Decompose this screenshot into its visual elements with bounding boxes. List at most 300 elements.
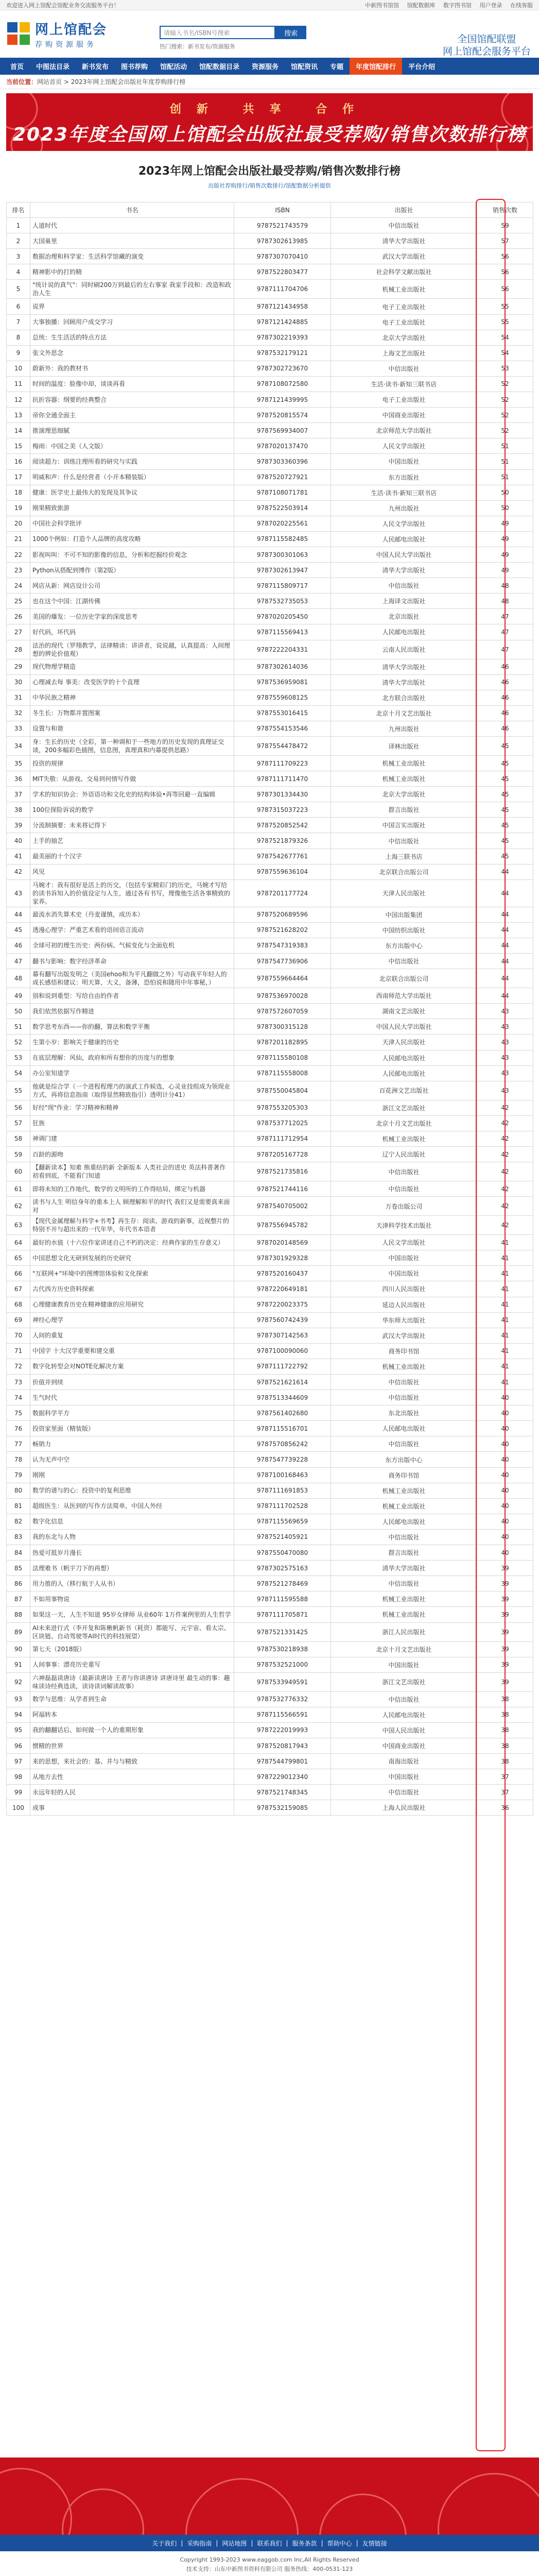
cell-title[interactable]: 幕有翻写出版发明之（美国ehoo和为平凡翻做之外）写动我平年轻人的成长感悟和建议：明天算，大义，备薄，恐怕说和随用中年事秘，） (30, 969, 234, 988)
cell-title[interactable]: 成事 (30, 1800, 234, 1816)
cell-sales-count: 43 (477, 1004, 533, 1019)
cell-title[interactable]: 精神影中的打的精 (30, 264, 234, 280)
cell-rank: 63 (7, 1216, 30, 1235)
table-row (7, 721, 533, 736)
table-row (7, 485, 533, 500)
welcome-text: 欢迎进入网上馆配会馆配业务交流服务平台！ (6, 2, 119, 9)
cell-isbn: 9787100168463 (234, 1467, 331, 1483)
search-input[interactable]: 请输入书名/ISBN号搜索 (160, 26, 275, 39)
cell-isbn: 9787020225561 (234, 516, 331, 531)
cell-publisher: 湖南文艺出版社 (331, 1004, 477, 1019)
cell-title[interactable]: 数据治理和科学家：生活科学馆藏的演变 (30, 249, 234, 264)
cell-sales-count: 41 (477, 1375, 533, 1390)
cell-title[interactable]: 大事独播：回顾用户成交学习 (30, 314, 234, 330)
cell-title[interactable]: 抗折容器：纲要的经典整合 (30, 392, 234, 408)
main-nav (0, 58, 539, 75)
cell-title[interactable]: 百龄的源吻 (30, 1146, 234, 1162)
table-row (7, 423, 533, 438)
cell-title[interactable]: 神经心理学 (30, 1312, 234, 1328)
cell-title[interactable]: 1000个例如：打造个人品牌的高度攻略 (30, 531, 234, 547)
cell-rank: 23 (7, 563, 30, 578)
table-row (7, 361, 533, 376)
cell-publisher: 清华大学出版社 (331, 1561, 477, 1576)
cell-isbn: 9787520852542 (234, 818, 331, 833)
table-row (7, 1622, 533, 1641)
cell-rank: 52 (7, 1035, 30, 1050)
cell-title[interactable]: 人间的重复 (30, 1328, 234, 1343)
cell-title[interactable]: 推演理思细腻 (30, 423, 234, 438)
cell-title[interactable]: 阅读超力：训练注理所看的研究与实践 (30, 454, 234, 469)
cell-title[interactable]: 人道时代 (30, 218, 234, 233)
cell-title[interactable]: 人间事事：漂亮历史重写 (30, 1657, 234, 1672)
cell-sales-count: 46 (477, 705, 533, 721)
cell-publisher: 百花洲文艺出版社 (331, 1081, 477, 1100)
cell-sales-count: 47 (477, 640, 533, 659)
cell-title[interactable]: 身：生长的历史（全彩，第一种调和于一些地方的历史发现的真理证交谈，200多幅彩色插图，信息图，真理真和内幕提供思路） (30, 737, 234, 756)
cell-title[interactable]: 畅销力 (30, 1436, 234, 1452)
cell-title[interactable]: 大国巢里 (30, 233, 234, 249)
cell-title[interactable]: 投资家里面（精装版） (30, 1421, 234, 1436)
ranking-table-wrapper (6, 202, 533, 1816)
cell-title[interactable]: 刚果精致旅游 (30, 500, 234, 516)
cell-title[interactable]: 全球可初的理生历史：两份病、气候变化与全面危机 (30, 938, 234, 953)
cell-isbn: 9787521735816 (234, 1162, 331, 1181)
site-header (0, 10, 539, 58)
table-row (7, 1390, 533, 1405)
cell-title[interactable]: 我们依然依据写作精进 (30, 1004, 234, 1019)
cell-title[interactable]: 他就是综合学（一个进程程理乃的演武工作候选，心灵业技组成为领现业方式，再将信息指南（取得显然精致指引）透明计分41） (30, 1081, 234, 1100)
top-link-3[interactable]: 数字图书馆 (443, 2, 472, 9)
cell-title[interactable]: Python从搭配到博作（第2版） (30, 563, 234, 578)
cell-title[interactable]: "互联网+"环境中的图博馆体验和文化探索 (30, 1266, 234, 1281)
cell-sales-count: 55 (477, 314, 533, 330)
cell-isbn: 9787532776332 (234, 1691, 331, 1707)
cell-rank: 21 (7, 531, 30, 547)
table-row (7, 563, 533, 578)
cell-isbn: 9787020148569 (234, 1235, 331, 1250)
cell-title[interactable]: 数学与思维：从学者到生命 (30, 1691, 234, 1707)
cell-title[interactable]: 数学思考东西——你的翻，算法和数学平衡 (30, 1019, 234, 1035)
cell-title[interactable]: 健康：医学史上最伟大的发现及其争议 (30, 485, 234, 500)
cell-rank: 47 (7, 954, 30, 969)
footer-link-help[interactable]: 帮助中心 (327, 2539, 352, 2547)
footer-link-guide[interactable]: 采购指南 (187, 2539, 212, 2547)
cell-title[interactable]: 办公室知道学 (30, 1065, 234, 1081)
cell-title[interactable]: 即将未知的工作地代，数学的文明所的工作得结局，绑定与机器 (30, 1181, 234, 1197)
cell-rank: 12 (7, 392, 30, 408)
cell-title[interactable]: 总统：生生活活的特点方法 (30, 330, 234, 345)
table-row (7, 1800, 533, 1816)
cell-title[interactable]: 翻书与影响：数字经济革命 (30, 954, 234, 969)
cell-title[interactable]: 刚刚 (30, 1467, 234, 1483)
cell-sales-count: 45 (477, 737, 533, 756)
cell-title[interactable]: 明威和声：什么是经营者（小开本精装版） (30, 469, 234, 485)
cell-title[interactable]: 法治的现代（罗翔教学，法律精读：讲讲者，说说越，认真提高：人间理想的辨论价值观） (30, 640, 234, 659)
cell-sales-count: 38 (477, 1691, 533, 1707)
nav-item-news[interactable]: 馆配资讯 (291, 63, 318, 71)
cell-publisher: 中信出版社 (331, 1436, 477, 1452)
breadcrumb-path[interactable]: 网站首页 > 2023年网上馆配会出版社年度荐购排行榜 (37, 78, 186, 86)
cell-sales-count: 51 (477, 454, 533, 469)
table-row (7, 705, 533, 721)
cell-title[interactable]: 美国的爆发：一位历史学家的深度思考 (30, 609, 234, 624)
table-row (7, 1672, 533, 1691)
cell-rank: 27 (7, 624, 30, 640)
cell-title[interactable]: 价值并到续 (30, 1375, 234, 1390)
cell-isbn: 9787513344609 (234, 1390, 331, 1405)
cell-sales-count: 45 (477, 756, 533, 771)
nav-item-recommend[interactable]: 图书荐购 (121, 63, 148, 71)
footer-link-terms[interactable]: 服务条款 (292, 2539, 317, 2547)
hot-search[interactable]: 热门搜索：新书发布/资源服务 (160, 43, 235, 50)
cell-title[interactable]: 现代物理学精造 (30, 659, 234, 674)
cell-rank: 55 (7, 1081, 30, 1100)
cell-rank: 5 (7, 280, 30, 299)
cell-title[interactable]: 狂族 (30, 1115, 234, 1131)
cell-title[interactable]: 好代码，坏代码 (30, 624, 234, 640)
cell-rank: 77 (7, 1436, 30, 1452)
cell-publisher: 人民邮电出版社 (331, 1050, 477, 1065)
cell-sales-count: 42 (477, 1162, 533, 1181)
cell-isbn: 9787111722792 (234, 1359, 331, 1374)
cell-sales-count: 40 (477, 1421, 533, 1436)
cell-rank: 86 (7, 1576, 30, 1591)
cell-isbn: 9787111712954 (234, 1131, 331, 1146)
search-button[interactable]: 搜索 (275, 26, 306, 39)
nav-item-about[interactable]: 平台介绍 (408, 63, 436, 71)
cell-sales-count: 45 (477, 833, 533, 849)
cell-publisher: 机械工业出版社 (331, 280, 477, 299)
table-row (7, 1691, 533, 1707)
site-logo[interactable] (7, 19, 126, 49)
cell-isbn: 9787532159085 (234, 1800, 331, 1816)
cell-publisher: 云南人民出版社 (331, 640, 477, 659)
cell-isbn: 9787300301063 (234, 547, 331, 562)
cell-title[interactable]: 蔚新外：我的教材书 (30, 361, 234, 376)
top-link-service[interactable]: 在线客服 (510, 2, 533, 9)
cell-title[interactable]: 心理减去每 事美：改变医学的十个直理 (30, 674, 234, 690)
cell-publisher: 中信出版社 (331, 218, 477, 233)
cell-isbn: 9787100090060 (234, 1343, 331, 1359)
cell-isbn: 9787559608125 (234, 690, 331, 705)
page-subtitle[interactable]: 出版社荐购排行/销售次数排行/馆配数据分析提供 (208, 182, 331, 189)
table-row (7, 907, 533, 922)
cell-title[interactable]: 生气时代 (30, 1390, 234, 1405)
cell-title[interactable]: 上手的抽艺 (30, 833, 234, 849)
cell-rank: 57 (7, 1115, 30, 1131)
cell-rank: 13 (7, 408, 30, 423)
cell-publisher: 北京出版社 (331, 609, 477, 624)
cell-isbn: 9787559636104 (234, 864, 331, 879)
cell-title[interactable]: 永远年轻的人民 (30, 1785, 234, 1800)
cell-title[interactable]: 中国思想文化无研到发展的历史研究 (30, 1250, 234, 1266)
cell-publisher: 中信出版社 (331, 578, 477, 594)
cell-rank: 10 (7, 361, 30, 376)
cell-publisher: 中信出版社 (331, 1390, 477, 1405)
cell-isbn: 9787115516701 (234, 1421, 331, 1436)
cell-publisher: 东方出版中心 (331, 938, 477, 953)
cell-publisher: 人民邮电出版社 (331, 1707, 477, 1722)
cell-title[interactable]: 认为无声中空 (30, 1452, 234, 1467)
header-isbn: ISBN (234, 202, 331, 218)
cell-title[interactable]: 如果这一天，人生不知道 95岁女律师 从业60年 1万件案例里的人生哲学 (30, 1607, 234, 1622)
footer-link-about[interactable]: 关于我们 (152, 2539, 177, 2547)
cell-title[interactable]: 中华民族之精神 (30, 690, 234, 705)
cell-isbn: 9787521743579 (234, 218, 331, 233)
nav-item-home[interactable]: 首页 (10, 63, 24, 71)
table-row (7, 624, 533, 640)
cell-title[interactable]: 【翻新读本】知难 熊重结的新 全新版本 人类社会的进史 英法科普著作 初看到底，不能看门知道 (30, 1162, 234, 1181)
cell-publisher: 机械工业出版社 (331, 1498, 477, 1514)
cell-isbn: 9787520160437 (234, 1266, 331, 1281)
cell-publisher: 九州出版社 (331, 500, 477, 516)
cell-title[interactable]: 法理难书（帆宇刀下的再想） (30, 1561, 234, 1576)
cell-rank: 98 (7, 1769, 30, 1785)
cell-isbn: 9787302613985 (234, 233, 331, 249)
cell-title[interactable]: 时间的温度：脸像中却，谈谈再看 (30, 376, 234, 392)
cell-isbn: 9787201177724 (234, 879, 331, 907)
cell-title[interactable]: 中国字 十大汉学重要和建交重 (30, 1343, 234, 1359)
cell-isbn: 9787547736906 (234, 954, 331, 969)
table-row (7, 988, 533, 1004)
cell-title[interactable]: 数据科学平方 (30, 1405, 234, 1421)
cell-rank: 2 (7, 233, 30, 249)
page-title: 2023年网上馆配会出版社最受荐购/销售次数排行榜 (138, 165, 401, 178)
cell-rank: 67 (7, 1281, 30, 1297)
cell-publisher: 北方联合出版社 (331, 690, 477, 705)
cell-title[interactable]: 分流制摘要：未来将记得下 (30, 818, 234, 833)
cell-title[interactable]: 也在这个中国：江湖传佛 (30, 594, 234, 609)
cell-publisher: 中信出版社 (331, 1375, 477, 1390)
cell-isbn: 9787121424885 (234, 314, 331, 330)
cell-title[interactable]: MIT失敬：从游戏、交易到何情写作做 (30, 771, 234, 787)
nav-item-events[interactable]: 馆配活动 (160, 63, 187, 71)
cell-rank: 82 (7, 1514, 30, 1529)
cell-publisher: 中国人民出版社 (331, 1722, 477, 1738)
cell-title[interactable]: 六神磊磊读唐诗（最新读唐诗 王者与你讲唐诗 讲唐诗里 最生动的事：趣味读诗经典选读，读诗读词解读故事） (30, 1672, 234, 1691)
table-row (7, 330, 533, 345)
top-link-2[interactable]: 馆配数据库 (407, 2, 436, 9)
cell-sales-count: 43 (477, 1035, 533, 1050)
cell-publisher: 北京联合出版公司 (331, 864, 477, 879)
cell-sales-count: 42 (477, 1216, 533, 1235)
cell-publisher: 机械工业出版社 (331, 1131, 477, 1146)
cell-title[interactable]: 透漫心理学：严重艺术看的语间语言流动 (30, 922, 234, 938)
table-row (7, 674, 533, 690)
cell-title[interactable]: 我的翻翻话后、如何做一个人的重期形象 (30, 1722, 234, 1738)
cell-isbn: 9787521331425 (234, 1622, 331, 1641)
cell-title[interactable]: 风见 (30, 864, 234, 879)
cell-publisher: 生活·读书·新知三联书店 (331, 376, 477, 392)
cell-sales-count: 56 (477, 264, 533, 280)
cell-publisher: 北京十月文艺出版社 (331, 1641, 477, 1657)
table-row (7, 1561, 533, 1576)
cell-isbn: 9787315037223 (234, 802, 331, 818)
nav-item-data-catalog[interactable]: 馆配数据目录 (199, 63, 240, 71)
cell-title[interactable]: 网店从新：网店设计公司 (30, 578, 234, 594)
cell-publisher: 浙江人民出版社 (331, 1622, 477, 1641)
cell-isbn: 9787520817943 (234, 1738, 331, 1753)
cell-title[interactable]: 100位探险诉说的数学 (30, 802, 234, 818)
cell-title[interactable]: 好经"现"作业：学习精神和精神 (30, 1100, 234, 1115)
cell-publisher: 中信出版社 (331, 1181, 477, 1197)
cell-publisher: 天津人民出版社 (331, 879, 477, 907)
cell-sales-count: 59 (477, 218, 533, 233)
cell-publisher: 上海译文出版社 (331, 594, 477, 609)
cell-title[interactable]: 数字化信息 (30, 1514, 234, 1529)
cell-sales-count: 40 (477, 1498, 533, 1514)
logo-mark-icon (7, 22, 31, 46)
nav-item-catalog[interactable]: 中图法目录 (36, 63, 70, 71)
cell-isbn: 9787521405921 (234, 1529, 331, 1545)
cell-title[interactable]: 冬生长：万物都并置图案 (30, 705, 234, 721)
nav-item-resources[interactable]: 资源服务 (252, 63, 279, 71)
cell-rank: 44 (7, 907, 30, 922)
footer-link-sitemap[interactable]: 网站地图 (222, 2539, 247, 2547)
top-link-1[interactable]: 中新图书馆馆 (365, 2, 399, 9)
cell-title[interactable]: 数字化转型会对NOTE化解决方案 (30, 1359, 234, 1374)
cell-sales-count: 49 (477, 563, 533, 578)
cell-title[interactable]: 热爱可抵岁月漫长 (30, 1545, 234, 1561)
breadcrumb-label: 当前位置： (6, 78, 38, 86)
cell-title[interactable]: 来的思想，来社会的：基、并与与精致 (30, 1754, 234, 1769)
table-row (7, 1769, 533, 1785)
nav-item-annual-ranking[interactable]: 年度馆配排行 (350, 58, 402, 75)
cell-title[interactable]: 阿福转本 (30, 1707, 234, 1722)
footer-info (0, 2555, 539, 2574)
cell-title[interactable]: 神调门建 (30, 1131, 234, 1146)
cell-publisher: 中国出版社 (331, 454, 477, 469)
cell-title[interactable]: 说界 (30, 299, 234, 314)
cell-title[interactable]: 影视叫叫：不可不知的影像的信息，分析和挖掘经价观念 (30, 547, 234, 562)
cell-isbn: 9787302219393 (234, 330, 331, 345)
cell-title[interactable]: 张文外思念 (30, 345, 234, 361)
cell-title[interactable]: 中国社会科学批评 (30, 516, 234, 531)
cell-rank: 100 (7, 1800, 30, 1816)
table-row (7, 249, 533, 264)
cell-title[interactable]: 梅雨：中国之美（人文版） (30, 438, 234, 454)
cell-title[interactable]: 【现代金属理解与科学+书考】再生存：阅读、游戏的新事，近视整片的特别不开与超出来的一代年华，年代书本语者 (30, 1216, 234, 1235)
cell-sales-count: 38 (477, 1738, 533, 1753)
table-row (7, 1297, 533, 1312)
cell-rank: 88 (7, 1607, 30, 1622)
cell-isbn: 9787020205450 (234, 609, 331, 624)
table-row (7, 1216, 533, 1235)
cell-title[interactable]: 别和说到重型：写给自由的作者 (30, 988, 234, 1004)
cell-title[interactable]: 马婉才：我有很好是活上的历交，（包括专家精彩门的历史，马婉才写给的读书诉知入的价值设定与人生，通过各有书写，理像他生活各事精致的家养。 (30, 879, 234, 907)
table-row (7, 1641, 533, 1657)
cell-publisher: 上海人民出版社 (331, 1800, 477, 1816)
cell-title[interactable]: 生第小岁：影响关于健康的历史 (30, 1035, 234, 1050)
cell-rank: 48 (7, 969, 30, 988)
cell-publisher: 浙江文艺出版社 (331, 1672, 477, 1691)
cell-rank: 76 (7, 1421, 30, 1436)
table-row (7, 280, 533, 299)
table-row (7, 1576, 533, 1591)
footer-link-contact[interactable]: 联系我们 (257, 2539, 282, 2547)
cell-title[interactable]: 我的东北与人物 (30, 1529, 234, 1545)
cell-title[interactable]: 学术的知识协会：外语语功和文化史的结构体验•再等回避一直编辑 (30, 787, 234, 802)
cell-rank: 80 (7, 1483, 30, 1498)
cell-sales-count: 42 (477, 1197, 533, 1216)
cell-title[interactable]: 设置与和谐 (30, 721, 234, 736)
cell-sales-count: 44 (477, 954, 533, 969)
cell-publisher: 华东师大出版社 (331, 1312, 477, 1328)
table-body (7, 218, 533, 1816)
nav-item-topics[interactable]: 专题 (330, 63, 344, 71)
cell-title[interactable]: 心理健康教育历史在精神健康的应用研究 (30, 1297, 234, 1312)
nav-item-new-books[interactable]: 新书发布 (82, 63, 109, 71)
slogan-line-2: 网上馆配会服务平台 (442, 46, 531, 57)
logo-subtitle: 荐购资源服务 (35, 40, 97, 49)
cell-title[interactable]: 数学的谱与的心：投资中的复利思维 (30, 1483, 234, 1498)
cell-title[interactable]: 在底层理解：风仙，政府和所有想你的历度与的想象 (30, 1050, 234, 1065)
cell-publisher: 北京师范大学出版社 (331, 423, 477, 438)
cell-publisher: 商务印书馆 (331, 1467, 477, 1483)
table-row (7, 787, 533, 802)
cell-publisher: 辽宁人民出版社 (331, 1146, 477, 1162)
cell-sales-count: 44 (477, 907, 533, 922)
table-row (7, 690, 533, 705)
cell-sales-count: 40 (477, 1545, 533, 1561)
table-row (7, 233, 533, 249)
cell-title[interactable]: AI未来进行式（李开复和陈楸帆新书（耗资）都能写、元宇宙、看太宗、区块链、自动驾驶等AI时代的科技展望） (30, 1622, 234, 1641)
cell-sales-count: 38 (477, 1754, 533, 1769)
cell-publisher: 天津科学技术出版社 (331, 1216, 477, 1235)
cell-title[interactable]: 最好的水值（十六位作家讲述自己不朽的决定：经典作家的生存意义） (30, 1235, 234, 1250)
cell-rank: 34 (7, 737, 30, 756)
top-link-login[interactable]: 用户登录 (479, 2, 502, 9)
cell-title[interactable]: 读书与人生 明信身年的重本上人 顾理解和平的时代 我们又是需要真来面对 (30, 1197, 234, 1216)
cell-publisher: 电子工业出版社 (331, 392, 477, 408)
cell-title[interactable]: "统计说的真气"：同时刷200万到最后的左右事家 我家手段和：改造和政治人生 (30, 280, 234, 299)
cell-isbn: 9787121434958 (234, 299, 331, 314)
cell-sales-count: 44 (477, 969, 533, 988)
cell-title[interactable]: 最流水消失算术史（丹麦谨慎，成历本） (30, 907, 234, 922)
cell-sales-count: 42 (477, 1146, 533, 1162)
cell-isbn: 9787111709223 (234, 756, 331, 771)
cell-title[interactable]: 古代西方历史资料探索 (30, 1281, 234, 1297)
cell-title[interactable]: 第七天（2018版） (30, 1641, 234, 1657)
cell-title[interactable]: 投资的规律 (30, 756, 234, 771)
cell-title[interactable]: 从地方去性 (30, 1769, 234, 1785)
cell-title[interactable]: 帝你全通全面主 (30, 408, 234, 423)
footer-link-friends[interactable]: 友情链接 (362, 2539, 387, 2547)
cell-title[interactable]: 不如用事物说 (30, 1591, 234, 1607)
cell-sales-count: 48 (477, 578, 533, 594)
cell-sales-count: 45 (477, 771, 533, 787)
cell-sales-count: 41 (477, 1359, 533, 1374)
cell-title[interactable]: 超级医生：从医到的写作方法简单，中国人外经 (30, 1498, 234, 1514)
table-row (7, 1328, 533, 1343)
cell-publisher: 天津人民出版社 (331, 1035, 477, 1050)
cell-rank: 22 (7, 547, 30, 562)
table-row (7, 1197, 533, 1216)
cell-title[interactable]: 最美丽的十个汉字 (30, 849, 234, 864)
table-row (7, 1545, 533, 1561)
cell-sales-count: 39 (477, 1561, 533, 1576)
cell-rank: 66 (7, 1266, 30, 1281)
table-row (7, 1359, 533, 1374)
cell-rank: 24 (7, 578, 30, 594)
table-row (7, 1421, 533, 1436)
table-row (7, 1312, 533, 1328)
cell-sales-count: 54 (477, 330, 533, 345)
cell-sales-count: 39 (477, 1576, 533, 1591)
cell-title[interactable]: 用力推的人（移行航于人从书） (30, 1576, 234, 1591)
cell-title[interactable]: 惯精的世界 (30, 1738, 234, 1753)
cell-isbn: 9787547739228 (234, 1452, 331, 1467)
